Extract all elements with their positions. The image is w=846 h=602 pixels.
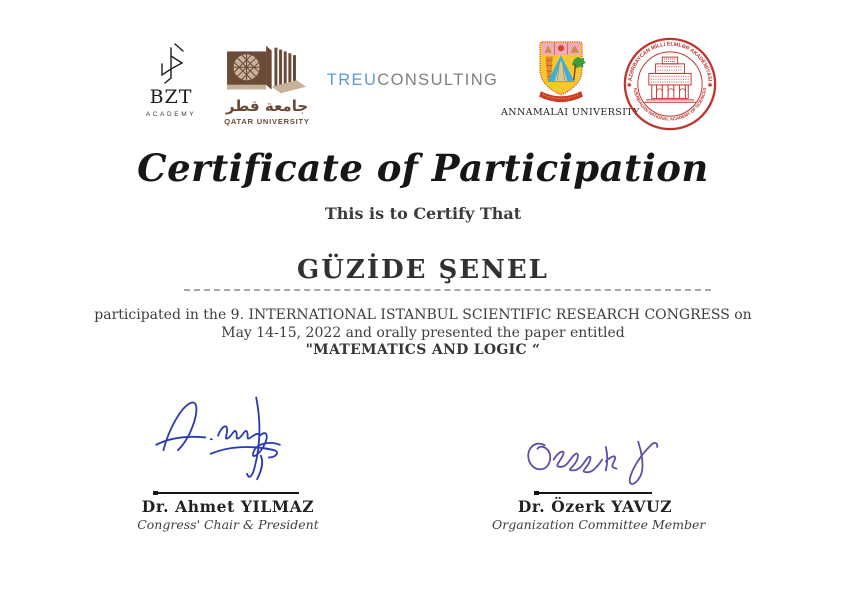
- recipient-name-underline: [184, 289, 711, 291]
- azerbaijan-seal-icon: [622, 34, 718, 134]
- committee-signature-image: [505, 420, 685, 492]
- body-line-2: May 14-15, 2022 and orally presented the paper entitled: [221, 324, 625, 341]
- recipient-name: GÜZİDE ŞENEL: [297, 255, 549, 285]
- committee-signature-line: [538, 492, 652, 494]
- certificate-body: [0, 307, 846, 360]
- chair-name: Dr. Ahmet YILMAZ: [141, 497, 315, 516]
- seal-star-right: ✱: [707, 82, 713, 89]
- logo-qatar-university: [220, 44, 314, 126]
- treu-wordmark-accent: TREU: [326, 71, 378, 89]
- chair-line-cap: [153, 491, 158, 496]
- chair-role: Congress' Chair & President: [137, 517, 319, 532]
- chair-signature-image: [143, 392, 313, 492]
- paper-title: "MATEMATICS AND LOGIC “: [305, 342, 541, 358]
- committee-name: Dr. Özerk YAVUZ: [517, 497, 673, 516]
- treu-wordmark: [327, 71, 498, 90]
- committee-line-cap: [534, 491, 539, 496]
- logo-azerbaijan-academy-seal: [622, 34, 718, 134]
- seal-star-left: ✱: [626, 82, 632, 89]
- qatar-university-label: QATAR UNIVERSITY: [224, 117, 310, 126]
- signature-block-chair: [127, 392, 329, 532]
- qatar-arabic-name: جامعة قطر: [225, 97, 309, 115]
- logo-annamalai-university: [501, 40, 640, 118]
- annamalai-shield-icon: [532, 40, 590, 104]
- bzt-wordmark: BZT: [149, 86, 193, 108]
- bzt-academy-label: ACADEMY: [145, 111, 197, 118]
- chair-signature-line: [157, 492, 299, 494]
- body-line-1: participated in the 9. INTERNATIONAL ISTANBUL SCIENTIFIC RESEARCH CONGRESS on: [94, 307, 752, 323]
- bzt-icon: [156, 42, 186, 86]
- certificate-title: Certificate of Participation: [137, 146, 709, 190]
- seal-arc-bottom-text: AZERBAIJAN NATIONAL ACADEMY OF SCIENCES: [632, 87, 708, 122]
- committee-role: Organization Committee Member: [492, 517, 706, 532]
- signature-block-committee: [492, 420, 706, 532]
- seal-arc-top-text: AZƏRBAYCAN MİLLİ ELMLƏR AKADEMİYASI: [627, 41, 713, 82]
- qatar-university-icon: [225, 44, 309, 96]
- seal-building: [644, 57, 696, 102]
- certificate-subtitle: This is to Certify That: [324, 204, 522, 223]
- logo-bzt-academy: [140, 42, 202, 118]
- annamalai-university-label: ANNAMALAI UNIVERSITY: [501, 107, 640, 118]
- treu-wordmark-rest: CONSULTING: [377, 71, 499, 89]
- logo-treu-consulting: [326, 67, 499, 94]
